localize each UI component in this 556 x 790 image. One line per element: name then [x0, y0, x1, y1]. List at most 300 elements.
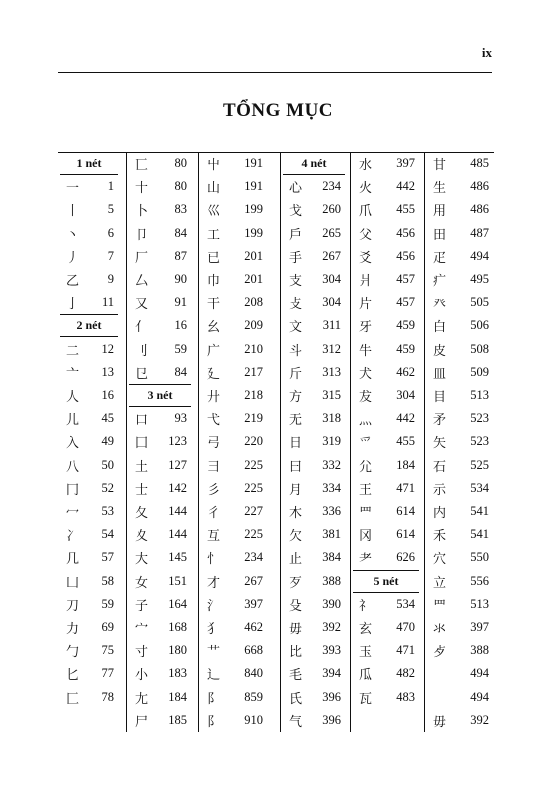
page-ref: 49	[101, 434, 114, 449]
radical-entry	[127, 686, 193, 709]
radical-char: 日	[289, 436, 303, 452]
radical-char: 弓	[207, 436, 221, 452]
page-ref: 494	[470, 666, 489, 681]
page-ref: 9	[107, 272, 114, 286]
page-ref: 513	[470, 388, 489, 402]
page-ref: 304	[396, 388, 415, 402]
radical-entry	[425, 500, 495, 523]
page-ref: 311	[322, 318, 341, 333]
radical-char: 亠	[66, 366, 80, 382]
radical-char: 毋	[289, 622, 303, 637]
radical-entry	[199, 361, 269, 384]
radical-entry	[281, 175, 347, 198]
page-ref: 267	[322, 248, 341, 263]
radical-char: 八	[66, 459, 80, 475]
page-ref: 123	[168, 434, 187, 449]
radical-entry	[127, 523, 193, 546]
radical-char: 冂	[66, 482, 80, 498]
radical-entry	[199, 198, 269, 221]
radical-entry	[58, 570, 120, 593]
radical-entry	[199, 152, 269, 175]
radical-char: 刂	[135, 343, 149, 359]
radical-entry	[127, 268, 193, 291]
radical-char: 目	[433, 390, 447, 405]
page-ref: 142	[168, 480, 187, 495]
radical-entry	[351, 686, 421, 709]
page-ref: 84	[174, 225, 187, 240]
radical-entry	[351, 291, 421, 314]
radical-entry	[425, 268, 495, 291]
page-ref: 16	[101, 388, 114, 402]
radical-char: 寸	[135, 645, 149, 661]
radical-char: 爫	[359, 436, 373, 452]
radical-entry	[58, 546, 120, 569]
page-ref: 191	[244, 179, 263, 194]
stroke-group-label: 4 nét	[301, 156, 327, 170]
radical-char: 罒	[433, 598, 447, 614]
page-ref: 471	[396, 480, 415, 495]
radical-entry	[351, 198, 421, 221]
radical-char: 小	[135, 668, 149, 684]
page-ref: 217	[244, 364, 263, 379]
radical-column-2	[126, 152, 193, 732]
page-ref: 486	[470, 179, 489, 194]
page-ref: 265	[322, 225, 341, 240]
radical-char: 白	[433, 320, 447, 336]
radical-char: 玄	[359, 622, 373, 637]
page-ref: 487	[470, 225, 489, 240]
radical-entry	[58, 245, 120, 268]
radical-char: 勹	[66, 645, 80, 661]
radical-entry	[58, 407, 120, 430]
radical-entry	[281, 616, 347, 639]
radical-char: 广	[207, 343, 221, 359]
radical-char: 生	[433, 181, 447, 197]
radical-entry	[58, 477, 120, 500]
radical-entry	[127, 662, 193, 685]
radical-char: 殳	[289, 598, 303, 614]
radical-char: 田	[433, 227, 447, 243]
radical-char: 厶	[135, 274, 149, 289]
radical-entry	[127, 477, 193, 500]
page-ref: 58	[101, 573, 114, 588]
radical-entry	[425, 546, 495, 569]
radical-entry	[425, 152, 495, 175]
page-ref: 626	[396, 550, 415, 565]
radical-entry	[58, 686, 120, 709]
page-ref: 494	[470, 689, 489, 704]
page-ref: 397	[470, 620, 489, 634]
radical-char: 尣	[359, 459, 373, 475]
radical-char: 欠	[289, 529, 303, 545]
radical-char: 气	[289, 714, 303, 730]
radical-entry	[199, 686, 269, 709]
radical-char: 戶	[289, 227, 303, 243]
radical-entry	[127, 616, 193, 639]
radical-entry	[199, 384, 269, 407]
radical-char: 月	[289, 482, 303, 498]
radical-char: 疒	[433, 274, 447, 289]
radical-char: 力	[66, 622, 80, 637]
page-ref: 534	[470, 480, 489, 495]
radical-char: 彡	[207, 482, 221, 498]
radical-char: 山	[207, 181, 221, 197]
page-ref: 459	[396, 341, 415, 356]
radical-entry	[127, 245, 193, 268]
page-ref: 87	[174, 248, 187, 263]
radical-char: 忄	[207, 552, 221, 568]
radical-entry	[199, 430, 269, 453]
page-ref: 219	[244, 411, 263, 426]
radical-char: 厂	[135, 250, 149, 266]
radical-entry	[351, 593, 421, 616]
stroke-group-label: 3 nét	[147, 388, 173, 402]
page-ref: 397	[396, 156, 415, 170]
page-ref: 541	[470, 527, 489, 542]
radical-entry	[199, 616, 269, 639]
page-ref: 93	[174, 411, 187, 426]
page-ref: 495	[470, 272, 489, 286]
radical-char: 阝	[207, 714, 221, 730]
radical-entry	[199, 454, 269, 477]
page-ref: 50	[101, 457, 114, 472]
radical-entry	[127, 338, 193, 361]
radical-entry	[281, 222, 347, 245]
radical-column-4	[280, 152, 347, 732]
radical-entry	[199, 570, 269, 593]
radical-entry	[58, 175, 120, 198]
page-ref: 523	[470, 434, 489, 449]
radical-char: 巾	[207, 274, 221, 289]
page-ref: 456	[396, 248, 415, 263]
page-ref: 668	[244, 643, 263, 658]
radical-char: 口	[135, 413, 149, 429]
radical-entry	[127, 407, 193, 430]
radical-entry	[351, 430, 421, 453]
radical-column-5	[350, 152, 421, 732]
radical-char: 夂	[135, 506, 149, 521]
radical-char: 支	[289, 274, 303, 289]
radical-entry	[281, 500, 347, 523]
radical-char: 甘	[433, 158, 447, 173]
radical-char: 父	[359, 227, 373, 243]
radical-char: 犭	[207, 622, 221, 637]
radical-char: 手	[289, 250, 303, 266]
radical-entry	[281, 639, 347, 662]
radical-char: 爻	[359, 250, 373, 266]
radical-char: 丿	[66, 250, 80, 266]
radical-entry	[199, 593, 269, 616]
radical-entry	[281, 384, 347, 407]
radical-char: 夊	[135, 529, 149, 545]
radical-entry	[425, 291, 495, 314]
radical-char: 乙	[66, 274, 80, 289]
radical-entry	[281, 430, 347, 453]
radical-entry	[58, 454, 120, 477]
radical-entry	[58, 291, 120, 314]
radical-entry	[127, 570, 193, 593]
page-ref: 225	[244, 457, 263, 472]
radical-entry	[58, 639, 120, 662]
stroke-group-header	[127, 384, 193, 407]
radical-char: 石	[433, 459, 447, 475]
page-ref: 483	[396, 689, 415, 704]
radical-char: 禾	[433, 529, 447, 545]
page-ref: 508	[470, 341, 489, 356]
page-ref: 534	[396, 596, 415, 611]
radical-char: 止	[289, 552, 303, 568]
page-ref: 315	[322, 388, 341, 402]
page-ref: 318	[322, 411, 341, 426]
page-ref: 332	[322, 457, 341, 472]
radical-char: 巛	[207, 204, 221, 220]
radical-entry	[351, 546, 421, 569]
radical-char: 尸	[135, 714, 149, 730]
radical-entry	[58, 662, 120, 685]
page-ref: 482	[396, 666, 415, 681]
page-ref: 184	[396, 457, 415, 472]
radical-entry	[127, 500, 193, 523]
page-ref: 234	[322, 179, 341, 194]
radical-char: 艹	[207, 645, 221, 661]
radical-entry	[58, 384, 120, 407]
radical-entry	[199, 222, 269, 245]
page-ref: 225	[244, 480, 263, 495]
page-ref: 456	[396, 225, 415, 240]
radical-entry	[199, 407, 269, 430]
page-ref: 52	[101, 480, 114, 495]
radical-entry	[351, 500, 421, 523]
page-ref: 384	[322, 550, 341, 565]
radical-entry	[351, 175, 421, 198]
page-ref: 201	[244, 248, 263, 263]
page-ref: 541	[470, 504, 489, 518]
radical-char: 刀	[66, 598, 80, 614]
stroke-group-header	[281, 152, 347, 175]
radical-entry	[281, 662, 347, 685]
radical-char: 彳	[207, 506, 221, 521]
page-ref: 225	[244, 527, 263, 542]
radical-column-1	[58, 152, 120, 732]
radical-entry	[425, 384, 495, 407]
page-ref: 396	[322, 712, 341, 727]
page-ref: 550	[470, 550, 489, 565]
page-ref: 199	[244, 225, 263, 240]
page-ref: 183	[168, 666, 187, 681]
page-ref: 390	[322, 596, 341, 611]
page-ref: 7	[107, 248, 114, 263]
radical-entry	[199, 268, 269, 291]
radical-char: 疋	[433, 250, 447, 266]
page-ref: 145	[168, 550, 187, 565]
radical-entry	[199, 500, 269, 523]
radical-entry	[199, 175, 269, 198]
radical-char: 辶	[207, 668, 221, 684]
radical-entry	[425, 430, 495, 453]
page-ref: 13	[101, 364, 114, 379]
radical-column-3	[198, 152, 269, 732]
stroke-group-label: 1 nét	[76, 156, 102, 170]
page-ref: 199	[244, 202, 263, 217]
radical-entry	[127, 361, 193, 384]
page-ref: 57	[101, 550, 114, 565]
radical-char: 已	[207, 250, 221, 266]
radical-char: 卩	[135, 227, 149, 243]
page-ref: 614	[396, 527, 415, 542]
radical-char: 木	[289, 506, 303, 521]
radical-char: 斗	[289, 343, 303, 359]
radical-char: 灬	[359, 413, 373, 429]
radical-entry	[351, 268, 421, 291]
radical-char: 十	[135, 181, 149, 197]
page-ref: 334	[322, 480, 341, 495]
radical-char: 人	[66, 390, 80, 405]
radical-entry	[281, 407, 347, 430]
page-ref: 90	[174, 272, 187, 286]
page-ref: 180	[168, 643, 187, 658]
page-ref: 54	[101, 527, 114, 542]
page-ref: 210	[244, 341, 263, 356]
page-title: TỔNG MỤC	[222, 100, 334, 121]
page-ref: 485	[470, 156, 489, 170]
page-ref: 394	[322, 666, 341, 681]
page-ref: 388	[322, 573, 341, 588]
page-ref: 459	[396, 318, 415, 333]
page-ref: 462	[396, 364, 415, 379]
page-ref: 392	[322, 620, 341, 634]
radical-char: 廴	[207, 366, 221, 382]
radical-entry	[281, 245, 347, 268]
radical-entry	[351, 523, 421, 546]
radical-char: 互	[207, 529, 221, 545]
radical-char: 王	[359, 482, 373, 498]
radical-entry	[199, 314, 269, 337]
page-ref: 191	[244, 156, 263, 170]
radical-char: 廾	[207, 390, 221, 405]
page-ref: 505	[470, 295, 489, 310]
radical-char: 比	[289, 645, 303, 661]
radical-char: 匸	[135, 158, 149, 173]
page-ref: 397	[244, 596, 263, 611]
page-ref: 234	[244, 550, 263, 565]
radical-char: 耂	[359, 552, 373, 568]
radical-char: 㔾	[135, 366, 149, 382]
page-ref: 144	[168, 527, 187, 542]
radical-char: 冫	[66, 529, 80, 545]
radical-entry	[425, 523, 495, 546]
page-ref: 506	[470, 318, 489, 333]
radical-entry	[425, 175, 495, 198]
radical-entry	[58, 500, 120, 523]
page-ref: 267	[244, 573, 263, 588]
page-ref: 75	[101, 643, 114, 658]
radical-char: 牛	[359, 343, 373, 359]
radical-entry	[351, 639, 421, 662]
page-ref: 556	[470, 573, 489, 588]
radical-char: 屮	[207, 158, 221, 173]
radical-entry	[127, 314, 193, 337]
radical-char: 氺	[433, 622, 447, 637]
radical-entry	[281, 686, 347, 709]
page-ref: 523	[470, 411, 489, 426]
radical-char: 幺	[207, 320, 221, 336]
page-ref: 859	[244, 689, 263, 704]
radical-char: 冈	[359, 529, 373, 545]
radical-entry	[281, 314, 347, 337]
radical-entry	[281, 570, 347, 593]
radical-entry	[58, 616, 120, 639]
radical-char: 曰	[289, 459, 303, 475]
radical-char: 才	[207, 575, 221, 591]
page-ref: 83	[174, 202, 187, 217]
radical-entry	[58, 523, 120, 546]
radical-entry	[127, 198, 193, 221]
radical-entry	[127, 152, 193, 175]
radical-entry	[281, 361, 347, 384]
page-ref: 910	[244, 712, 263, 727]
radical-entry	[281, 709, 347, 732]
page-ref: 455	[396, 202, 415, 217]
radical-entry	[351, 338, 421, 361]
page-ref: 45	[101, 411, 114, 426]
radical-char: 几	[66, 552, 80, 568]
page-number: ix	[481, 45, 492, 60]
page-ref: 5	[107, 202, 114, 217]
radical-entry	[351, 314, 421, 337]
radical-char: 方	[289, 390, 303, 405]
page-ref: 260	[322, 202, 341, 217]
page-ref: 185	[168, 712, 187, 727]
page-ref: 218	[244, 388, 263, 402]
radical-entry	[425, 407, 495, 430]
page-ref: 59	[174, 341, 187, 356]
radical-entry	[425, 222, 495, 245]
radical-entry	[58, 430, 120, 453]
page-ref: 80	[174, 179, 187, 194]
radical-entry	[425, 477, 495, 500]
radical-entry	[199, 477, 269, 500]
radical-entry	[199, 291, 269, 314]
radical-char: 立	[433, 575, 447, 591]
page-ref: 457	[396, 295, 415, 310]
radical-entry	[199, 338, 269, 361]
page-ref: 184	[168, 689, 187, 704]
radical-column-6	[424, 152, 495, 732]
radical-char: 女	[135, 575, 149, 591]
radical-entry	[281, 546, 347, 569]
stroke-group-header	[351, 570, 421, 593]
radical-char: 瓦	[359, 691, 373, 707]
page-ref: 209	[244, 318, 263, 333]
page-ref: 6	[107, 225, 114, 240]
radical-char: 毋	[433, 714, 447, 730]
radical-entry	[127, 639, 193, 662]
radical-char: 爿	[359, 274, 373, 289]
radical-char: 皮	[433, 343, 447, 359]
radical-entry	[281, 268, 347, 291]
page-ref: 393	[322, 643, 341, 658]
radical-entry	[425, 198, 495, 221]
radical-char: 心	[289, 181, 303, 197]
page-ref: 614	[396, 504, 415, 518]
radical-char: 又	[135, 297, 149, 313]
page-ref: 91	[174, 295, 187, 310]
page-ref: 471	[396, 643, 415, 658]
page-ref: 457	[396, 272, 415, 286]
radical-char: 凵	[66, 575, 80, 591]
radical-char: 歹	[289, 575, 303, 591]
radical-char: 二	[66, 343, 80, 359]
